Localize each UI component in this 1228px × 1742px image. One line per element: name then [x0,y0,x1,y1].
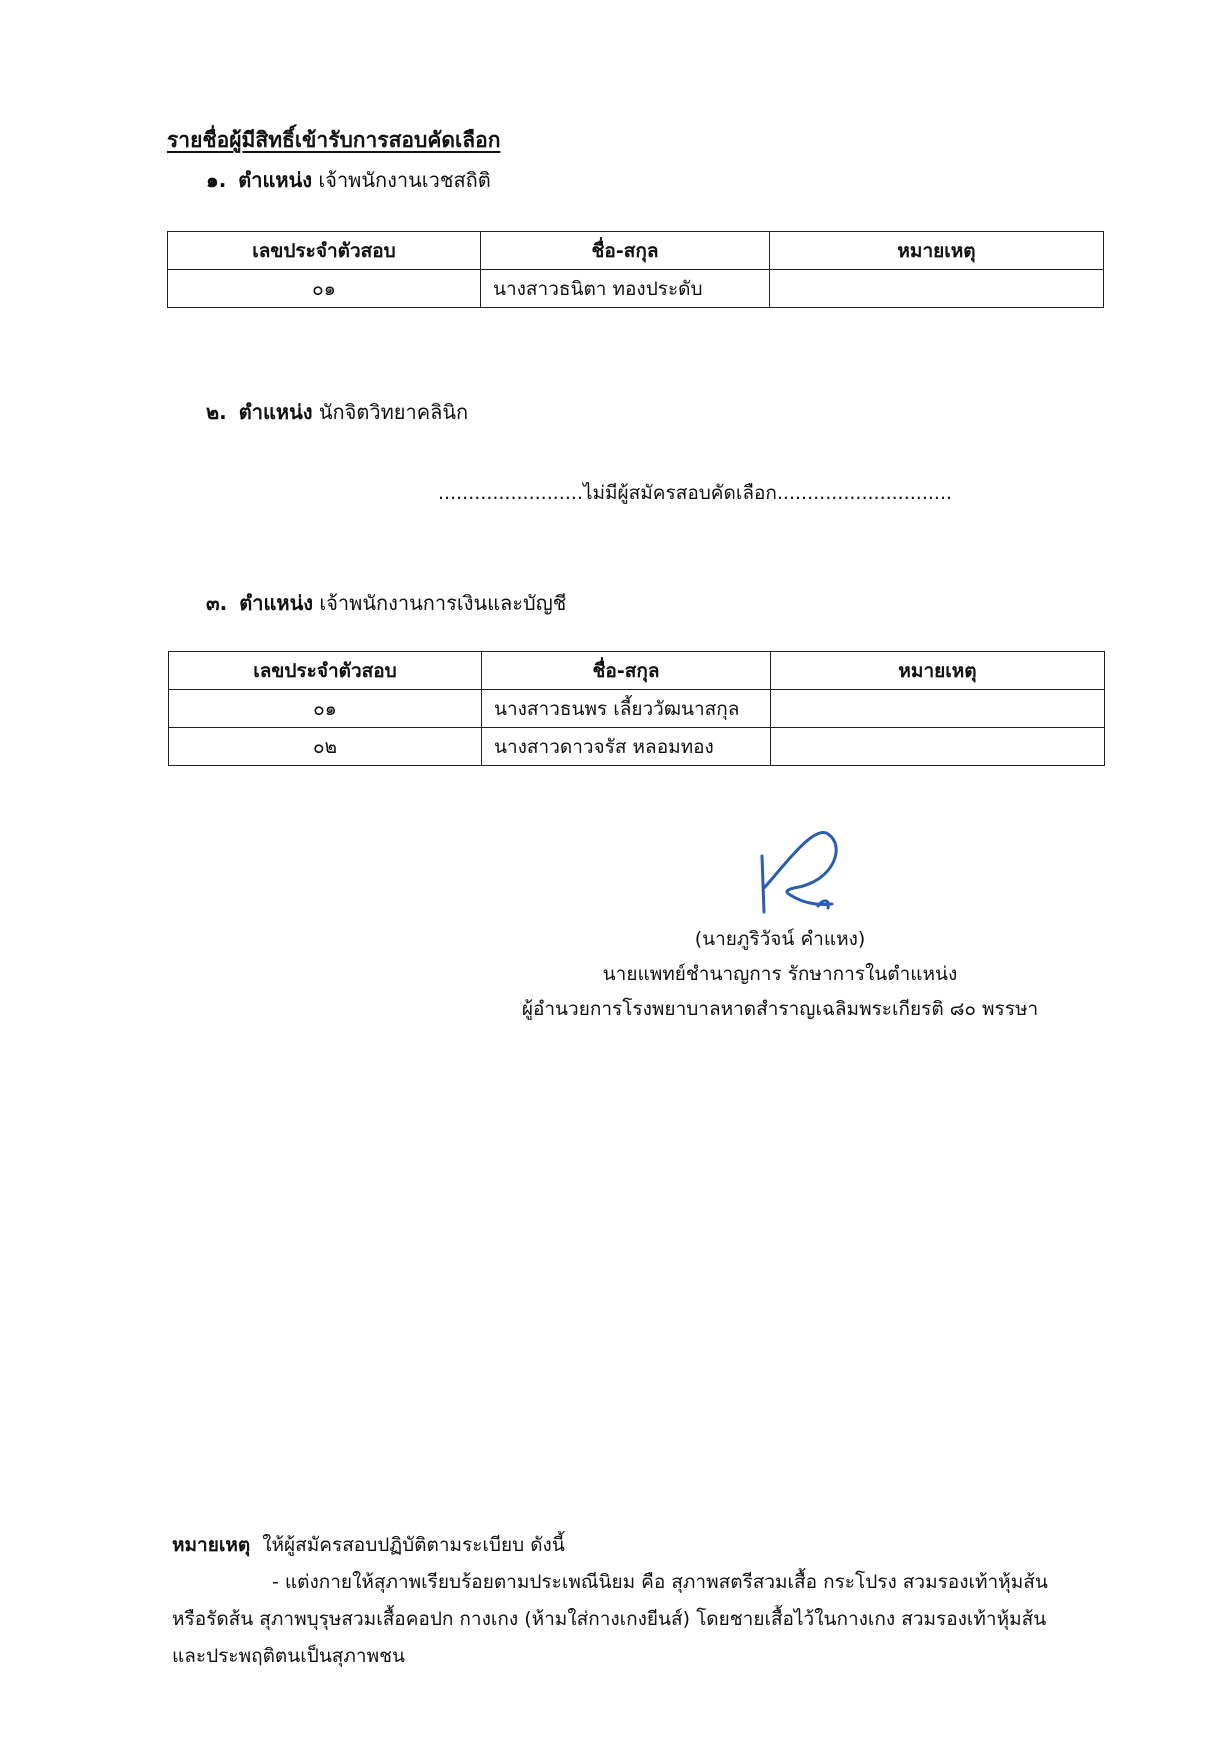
candidate-id: ๐๑ [169,690,482,728]
position-3-number: ๓. [206,591,228,615]
table-header-row [169,652,1105,690]
table-header-row [168,232,1104,270]
header-note: หมายเหตุ [771,652,1105,690]
note-line-3: และประพฤติตนเป็นสุภาพชน [172,1645,406,1667]
position-1-table [167,231,1104,308]
document-title: รายชื่อผู้มีสิทธิ์เข้ารับการสอบคัดเลือก [167,128,501,152]
header-name: ชื่อ-สกุล [481,232,770,270]
signatory-title-line1: นายแพทย์ชำนาญการ รักษาการในตำแหน่ง [602,963,958,985]
table-row [169,690,1105,728]
position-1-heading [206,164,491,196]
position-1-label: ตำแหน่ง [238,168,313,192]
candidate-name: นางสาวธนิตา ทองประดับ [481,270,770,308]
position-3-table [168,651,1105,766]
position-2-label: ตำแหน่ง [238,400,313,424]
note-section [172,1527,1132,1675]
table-row [168,270,1104,308]
position-2-title: นักจิตวิทยาคลินิก [318,400,469,424]
candidate-name: นางสาวธนพร เลี้ยววัฒนาสกุล [482,690,771,728]
note-line-1: - แต่งกายให้สุภาพเรียบร้อยตามประเพณีนิยม คือ สุภาพสตรีสวมเสื้อ กระโปรง สวมรองเท้าหุ้มส้น [272,1571,1048,1593]
header-id: เลขประจำตัวสอบ [169,652,482,690]
note-label: หมายเหตุ [172,1534,251,1556]
candidate-note [771,728,1105,766]
signatory-title-line2: ผู้อำนวยการโรงพยาบาลหาดสำราญเฉลิมพระเกียรติ ๘๐ พรรษา [521,998,1039,1020]
position-1-number: ๑. [206,168,227,192]
signature-mark [754,826,864,916]
candidate-name: นางสาวดาวจรัส หลอมทอง [482,728,771,766]
position-2-number: ๒. [206,400,227,424]
candidate-id: ๐๒ [169,728,482,766]
position-3-label: ตำแหน่ง [239,591,314,615]
signatory-name: (นายภูริวัจน์ คำแหง) [694,928,866,950]
note-line-2: หรือรัดส้น สุภาพบุรุษสวมเสื้อคอปก กางเกง (ห้ามใส่กางเกงยีนส์) โดยชายเสื้อไว้ในกางเกง สวมรองเท้าหุ้มส้น [172,1608,1047,1630]
header-id: เลขประจำตัวสอบ [168,232,481,270]
table-row [169,728,1105,766]
candidate-note [771,690,1105,728]
no-applicants-notice: ........................ไม่มีผู้สมัครสอบคัดเลือก............................. [438,482,953,504]
position-3-heading [206,587,566,619]
position-3-title: เจ้าพนักงานการเงินและบัญชี [319,591,567,615]
candidate-note [770,270,1104,308]
header-name: ชื่อ-สกุล [482,652,771,690]
candidate-id: ๐๑ [168,270,481,308]
note-intro: ให้ผู้สมัครสอบปฏิบัติตามระเบียบ ดังนี้ [262,1534,565,1556]
position-1-title: เจ้าพนักงานเวชสถิติ [318,168,491,192]
signature-block [470,922,1090,1027]
position-2-heading [206,396,468,428]
header-note: หมายเหตุ [770,232,1104,270]
signature-stroke [762,832,836,912]
